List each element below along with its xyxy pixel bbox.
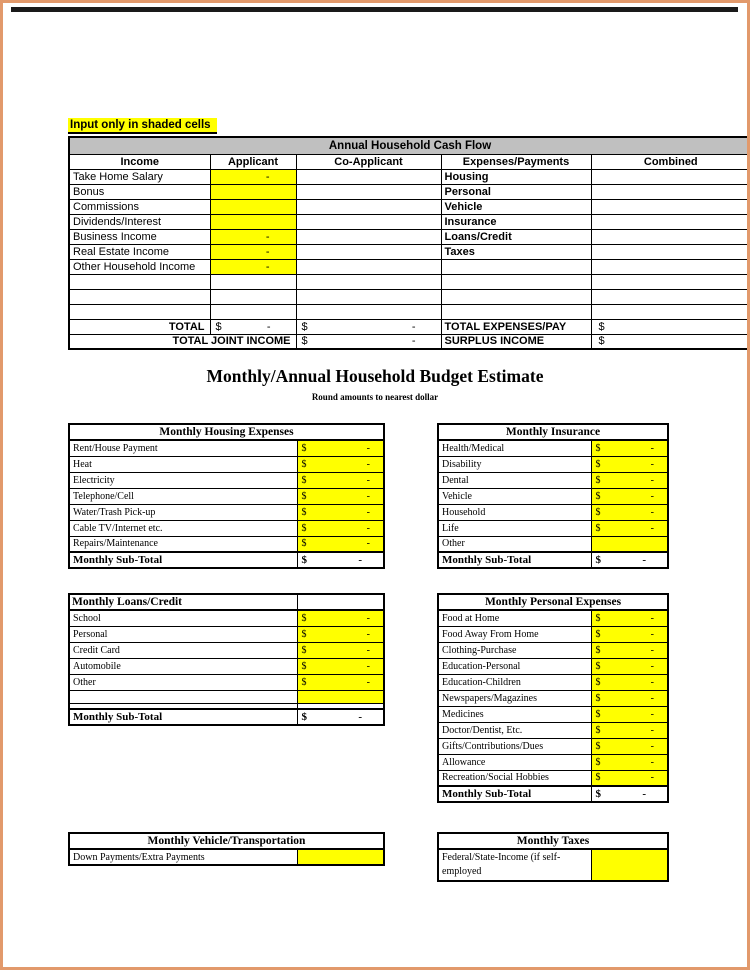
table-row bbox=[438, 440, 668, 456]
col-header-applicant: Applicant bbox=[210, 154, 296, 169]
applicant-input-cell[interactable] bbox=[210, 199, 296, 214]
table-row bbox=[69, 626, 384, 642]
coapplicant-cell bbox=[296, 214, 441, 229]
amount-input-cell[interactable] bbox=[591, 536, 668, 552]
table-row bbox=[438, 770, 668, 786]
amount: - bbox=[650, 724, 654, 736]
applicant-input-cell[interactable]: - bbox=[210, 169, 296, 184]
expense-category-label: Vehicle bbox=[441, 199, 591, 214]
amount-input-cell[interactable] bbox=[591, 626, 668, 642]
subtotal-amount-cell bbox=[297, 709, 384, 725]
panel-title: Monthly Vehicle/Transportation bbox=[69, 833, 384, 849]
top-rule bbox=[11, 7, 738, 12]
expense-category-label: Housing bbox=[441, 169, 591, 184]
amount: - bbox=[366, 506, 371, 518]
currency: $ bbox=[301, 474, 307, 486]
currency: $ bbox=[595, 724, 601, 736]
table-row bbox=[69, 849, 384, 865]
amount: - bbox=[650, 756, 654, 768]
combined-cell bbox=[591, 259, 750, 274]
panel-title: Monthly Housing Expenses bbox=[69, 424, 384, 440]
amount-input-cell[interactable] bbox=[591, 770, 668, 786]
coapplicant-cell bbox=[296, 229, 441, 244]
currency: $ bbox=[301, 458, 307, 470]
amount-input-cell[interactable] bbox=[297, 674, 384, 690]
currency: $ bbox=[301, 506, 307, 518]
currency: $ bbox=[595, 772, 601, 784]
amount-input-cell[interactable] bbox=[591, 722, 668, 738]
col-header-combined: Combined bbox=[591, 154, 750, 169]
joint-combined-cell bbox=[591, 334, 750, 349]
panel-title-spacer bbox=[297, 594, 384, 610]
applicant-input-cell[interactable]: - bbox=[210, 244, 296, 259]
currency: $ bbox=[301, 522, 307, 534]
table-row bbox=[69, 536, 384, 552]
empty-row bbox=[69, 289, 750, 304]
amount-input-cell[interactable] bbox=[297, 520, 384, 536]
row-label: Disability bbox=[438, 456, 591, 472]
total-coapplicant-cell bbox=[296, 319, 441, 334]
combined-cell bbox=[591, 244, 750, 259]
table-row bbox=[438, 754, 668, 770]
currency: $ bbox=[595, 788, 601, 800]
row-label: Life bbox=[438, 520, 591, 536]
amount-input-cell[interactable] bbox=[297, 626, 384, 642]
table-row bbox=[438, 849, 668, 881]
currency: $ bbox=[595, 522, 601, 534]
row-label: Repairs/Maintenance bbox=[69, 536, 297, 552]
amount: - bbox=[650, 506, 654, 518]
combined-cell bbox=[591, 214, 750, 229]
total-expenses-label: TOTAL EXPENSES/PAY bbox=[441, 319, 591, 334]
panel-monthly-vehicle-transportation bbox=[68, 832, 383, 866]
amount-input-cell[interactable] bbox=[591, 472, 668, 488]
row-label: School bbox=[69, 610, 297, 626]
row-label: Credit Card bbox=[69, 642, 297, 658]
currency: $ bbox=[595, 740, 601, 752]
amount: - bbox=[266, 320, 271, 333]
table-row bbox=[438, 610, 668, 626]
joint-income-label: TOTAL JOINT INCOME bbox=[69, 334, 296, 349]
row-label: Electricity bbox=[69, 472, 297, 488]
income-label: Business Income bbox=[69, 229, 210, 244]
income-row-dividends-interest bbox=[69, 214, 750, 229]
panel-title: Monthly Taxes bbox=[438, 833, 668, 849]
row-label: Down Payments/Extra Payments bbox=[69, 849, 297, 865]
amount: - bbox=[366, 474, 371, 486]
currency: $ bbox=[595, 692, 601, 704]
table-row bbox=[69, 674, 384, 690]
amount-input-cell[interactable] bbox=[297, 536, 384, 552]
amount-input-cell[interactable] bbox=[297, 642, 384, 658]
subtotal-row bbox=[438, 786, 668, 802]
cashflow-header-row bbox=[69, 154, 750, 169]
table-row bbox=[69, 658, 384, 674]
cashflow-title-row bbox=[69, 137, 750, 154]
amount-input-cell[interactable] bbox=[591, 610, 668, 626]
col-header-coapplicant: Co-Applicant bbox=[296, 154, 441, 169]
currency: $ bbox=[595, 708, 601, 720]
subtotal-amount-cell bbox=[591, 786, 668, 802]
income-row-business-income bbox=[69, 229, 750, 244]
total-combined-cell bbox=[591, 319, 750, 334]
currency: $ bbox=[595, 442, 601, 454]
panel-monthly-personal-expenses bbox=[437, 593, 667, 803]
applicant-input-cell[interactable]: - bbox=[210, 229, 296, 244]
empty-row bbox=[69, 274, 750, 289]
row-label: Clothing-Purchase bbox=[438, 642, 591, 658]
amount: - bbox=[650, 676, 654, 688]
surplus-income-label: SURPLUS INCOME bbox=[441, 334, 591, 349]
row-label: Vehicle bbox=[438, 488, 591, 504]
row-label: Doctor/Dentist, Etc. bbox=[438, 722, 591, 738]
income-label: Take Home Salary bbox=[69, 169, 210, 184]
coapplicant-cell bbox=[296, 199, 441, 214]
amount-input-cell[interactable] bbox=[297, 610, 384, 626]
amount-input-cell[interactable] bbox=[591, 504, 668, 520]
expense-category-label: Insurance bbox=[441, 214, 591, 229]
row-label: Water/Trash Pick-up bbox=[69, 504, 297, 520]
applicant-input-cell[interactable]: - bbox=[210, 259, 296, 274]
amount: - bbox=[642, 788, 646, 800]
panel-title: Monthly Insurance bbox=[438, 424, 668, 440]
amount-input-cell[interactable] bbox=[297, 504, 384, 520]
amount-input-cell[interactable] bbox=[591, 690, 668, 706]
row-label: Automobile bbox=[69, 658, 297, 674]
amount: - bbox=[650, 612, 654, 624]
income-row-commissions bbox=[69, 199, 750, 214]
amount: - bbox=[358, 711, 362, 723]
amount-input-cell[interactable] bbox=[297, 849, 384, 865]
amount-input-cell[interactable] bbox=[591, 658, 668, 674]
row-label: Telephone/Cell bbox=[69, 488, 297, 504]
table-row bbox=[69, 504, 384, 520]
amount-input-cell[interactable] bbox=[297, 658, 384, 674]
table-row bbox=[69, 440, 384, 456]
row-label: Food Away From Home bbox=[438, 626, 591, 642]
expense-cell-empty bbox=[441, 259, 591, 274]
currency: $ bbox=[301, 676, 307, 688]
income-label: Real Estate Income bbox=[69, 244, 210, 259]
income-row-bonus bbox=[69, 184, 750, 199]
income-row-other-household-income bbox=[69, 259, 750, 274]
panel-title: Monthly Personal Expenses bbox=[438, 594, 668, 610]
amount-input-cell[interactable] bbox=[591, 488, 668, 504]
row-label: Gifts/Contributions/Dues bbox=[438, 738, 591, 754]
table-row bbox=[438, 738, 668, 754]
amount: - bbox=[650, 458, 654, 470]
currency: $ bbox=[301, 628, 307, 640]
currency: $ bbox=[301, 644, 307, 656]
income-label: Other Household Income bbox=[69, 259, 210, 274]
amount-input-cell[interactable] bbox=[297, 488, 384, 504]
expense-category-label: Personal bbox=[441, 184, 591, 199]
amount: - bbox=[650, 692, 654, 704]
currency: $ bbox=[301, 490, 307, 502]
amount: - bbox=[366, 490, 371, 502]
joint-income-row bbox=[69, 334, 750, 349]
amount: - bbox=[366, 522, 371, 534]
row-label: Personal bbox=[69, 626, 297, 642]
coapplicant-cell bbox=[296, 244, 441, 259]
currency: $ bbox=[595, 756, 601, 768]
income-row-real-estate-income bbox=[69, 244, 750, 259]
table-row bbox=[438, 658, 668, 674]
row-label: Federal/State-Income (if self-employed bbox=[438, 849, 591, 881]
currency: $ bbox=[595, 506, 601, 518]
table-row bbox=[438, 674, 668, 690]
currency: $ bbox=[301, 320, 308, 333]
total-applicant-cell bbox=[210, 319, 296, 334]
subtotal-row bbox=[69, 709, 384, 725]
amount-input-cell[interactable] bbox=[591, 674, 668, 690]
row-label: Other bbox=[438, 536, 591, 552]
currency: $ bbox=[595, 490, 601, 502]
amount-input-cell[interactable] bbox=[591, 456, 668, 472]
combined-cell bbox=[591, 229, 750, 244]
amount-input-cell[interactable] bbox=[297, 690, 384, 703]
currency: $ bbox=[301, 612, 307, 624]
table-row bbox=[69, 456, 384, 472]
table-row bbox=[438, 472, 668, 488]
subtotal-row bbox=[69, 552, 384, 568]
amount: - bbox=[366, 644, 370, 656]
row-label: Medicines bbox=[438, 706, 591, 722]
currency: $ bbox=[595, 554, 601, 566]
amount-input-cell[interactable] bbox=[591, 849, 668, 881]
table-row bbox=[438, 642, 668, 658]
subtotal-label: Monthly Sub-Total bbox=[69, 709, 297, 725]
currency: $ bbox=[301, 538, 307, 550]
table-row bbox=[438, 690, 668, 706]
amount-input-cell[interactable] bbox=[591, 754, 668, 770]
row-label: Household bbox=[438, 504, 591, 520]
amount-input-cell[interactable] bbox=[297, 472, 384, 488]
amount: - bbox=[411, 335, 416, 348]
currency: $ bbox=[595, 676, 601, 688]
col-header-expenses: Expenses/Payments bbox=[441, 154, 591, 169]
amount-input-cell[interactable] bbox=[591, 738, 668, 754]
amount: - bbox=[650, 522, 654, 534]
amount: - bbox=[366, 458, 371, 470]
amount: - bbox=[642, 554, 646, 566]
subtotal-label: Monthly Sub-Total bbox=[438, 786, 591, 802]
amount: - bbox=[366, 442, 371, 454]
col-header-income: Income bbox=[69, 154, 210, 169]
cashflow-title: Annual Household Cash Flow bbox=[69, 137, 750, 154]
coapplicant-cell bbox=[296, 184, 441, 199]
amount-input-cell[interactable] bbox=[297, 456, 384, 472]
amount: - bbox=[366, 676, 370, 688]
amount-input-cell[interactable] bbox=[591, 520, 668, 536]
row-label: Recreation/Social Hobbies bbox=[438, 770, 591, 786]
amount-input-cell[interactable] bbox=[591, 706, 668, 722]
empty-row bbox=[69, 304, 750, 319]
row-label: Health/Medical bbox=[438, 440, 591, 456]
page-subtitle: Round amounts to nearest dollar bbox=[311, 392, 439, 402]
row-label: Food at Home bbox=[438, 610, 591, 626]
row-label: Education-Children bbox=[438, 674, 591, 690]
panel-monthly-taxes bbox=[437, 832, 667, 882]
amount: - bbox=[411, 320, 416, 333]
total-label: TOTAL bbox=[69, 319, 210, 334]
amount: - bbox=[650, 490, 654, 502]
combined-cell bbox=[591, 199, 750, 214]
currency: $ bbox=[595, 458, 601, 470]
currency: $ bbox=[598, 320, 605, 333]
expense-category-label: Taxes bbox=[441, 244, 591, 259]
row-label bbox=[69, 690, 297, 703]
amount: - bbox=[650, 708, 654, 720]
table-row-unlabeled bbox=[69, 690, 384, 703]
currency: $ bbox=[595, 628, 601, 640]
expense-category-label: Loans/Credit bbox=[441, 229, 591, 244]
amount: - bbox=[650, 644, 654, 656]
amount: - bbox=[650, 628, 654, 640]
annual-cashflow-table bbox=[68, 136, 750, 350]
amount: - bbox=[366, 628, 370, 640]
amount-input-cell[interactable] bbox=[297, 440, 384, 456]
currency: $ bbox=[595, 612, 601, 624]
income-row-take-home-salary bbox=[69, 169, 750, 184]
currency: $ bbox=[301, 335, 308, 348]
table-row bbox=[69, 488, 384, 504]
amount: - bbox=[650, 474, 654, 486]
currency: $ bbox=[301, 442, 307, 454]
joint-coapplicant-cell bbox=[296, 334, 441, 349]
amount: - bbox=[650, 740, 654, 752]
table-row bbox=[438, 520, 668, 536]
table-row bbox=[69, 642, 384, 658]
amount: - bbox=[366, 612, 370, 624]
income-label: Bonus bbox=[69, 184, 210, 199]
row-label: Heat bbox=[69, 456, 297, 472]
row-label: Rent/House Payment bbox=[69, 440, 297, 456]
subtotal-label: Monthly Sub-Total bbox=[438, 552, 591, 568]
applicant-input-cell[interactable] bbox=[210, 184, 296, 199]
panel-monthly-loans-credit bbox=[68, 593, 383, 726]
table-row bbox=[69, 610, 384, 626]
table-row bbox=[438, 626, 668, 642]
coapplicant-cell bbox=[296, 259, 441, 274]
amount: - bbox=[650, 442, 654, 454]
subtotal-label: Monthly Sub-Total bbox=[69, 552, 297, 568]
amount-input-cell[interactable] bbox=[591, 440, 668, 456]
amount: - bbox=[366, 538, 371, 550]
table-row bbox=[69, 520, 384, 536]
amount: - bbox=[366, 660, 370, 672]
panel-title: Monthly Loans/Credit bbox=[69, 594, 297, 610]
row-label: Other bbox=[69, 674, 297, 690]
input-instruction-note: Input only in shaded cells bbox=[68, 118, 217, 134]
table-row bbox=[438, 722, 668, 738]
currency: $ bbox=[595, 474, 601, 486]
row-label: Education-Personal bbox=[438, 658, 591, 674]
row-label: Newspapers/Magazines bbox=[438, 690, 591, 706]
page-title: Monthly/Annual Household Budget Estimate bbox=[206, 366, 544, 386]
income-label: Dividends/Interest bbox=[69, 214, 210, 229]
table-row bbox=[438, 504, 668, 520]
panel-monthly-insurance bbox=[437, 423, 667, 569]
amount-input-cell[interactable] bbox=[591, 642, 668, 658]
income-label: Commissions bbox=[69, 199, 210, 214]
table-row bbox=[69, 472, 384, 488]
combined-cell bbox=[591, 184, 750, 199]
currency: $ bbox=[595, 644, 601, 656]
applicant-input-cell[interactable] bbox=[210, 214, 296, 229]
row-label: Dental bbox=[438, 472, 591, 488]
row-label: Allowance bbox=[438, 754, 591, 770]
table-row bbox=[438, 488, 668, 504]
subtotal-amount-cell bbox=[591, 552, 668, 568]
table-row bbox=[438, 456, 668, 472]
panel-monthly-housing-expenses bbox=[68, 423, 383, 569]
subtotal-row bbox=[438, 552, 668, 568]
currency: $ bbox=[595, 660, 601, 672]
currency: $ bbox=[301, 660, 307, 672]
currency: $ bbox=[301, 554, 307, 566]
currency: $ bbox=[301, 711, 307, 723]
total-row bbox=[69, 319, 750, 334]
table-row bbox=[438, 536, 668, 552]
subtotal-amount-cell bbox=[297, 552, 384, 568]
currency: $ bbox=[598, 335, 605, 348]
amount: - bbox=[358, 554, 363, 566]
amount: - bbox=[650, 772, 654, 784]
amount: - bbox=[650, 660, 654, 672]
coapplicant-cell bbox=[296, 169, 441, 184]
currency: $ bbox=[215, 320, 222, 333]
combined-cell bbox=[591, 169, 750, 184]
table-row bbox=[438, 706, 668, 722]
row-label: Cable TV/Internet etc. bbox=[69, 520, 297, 536]
